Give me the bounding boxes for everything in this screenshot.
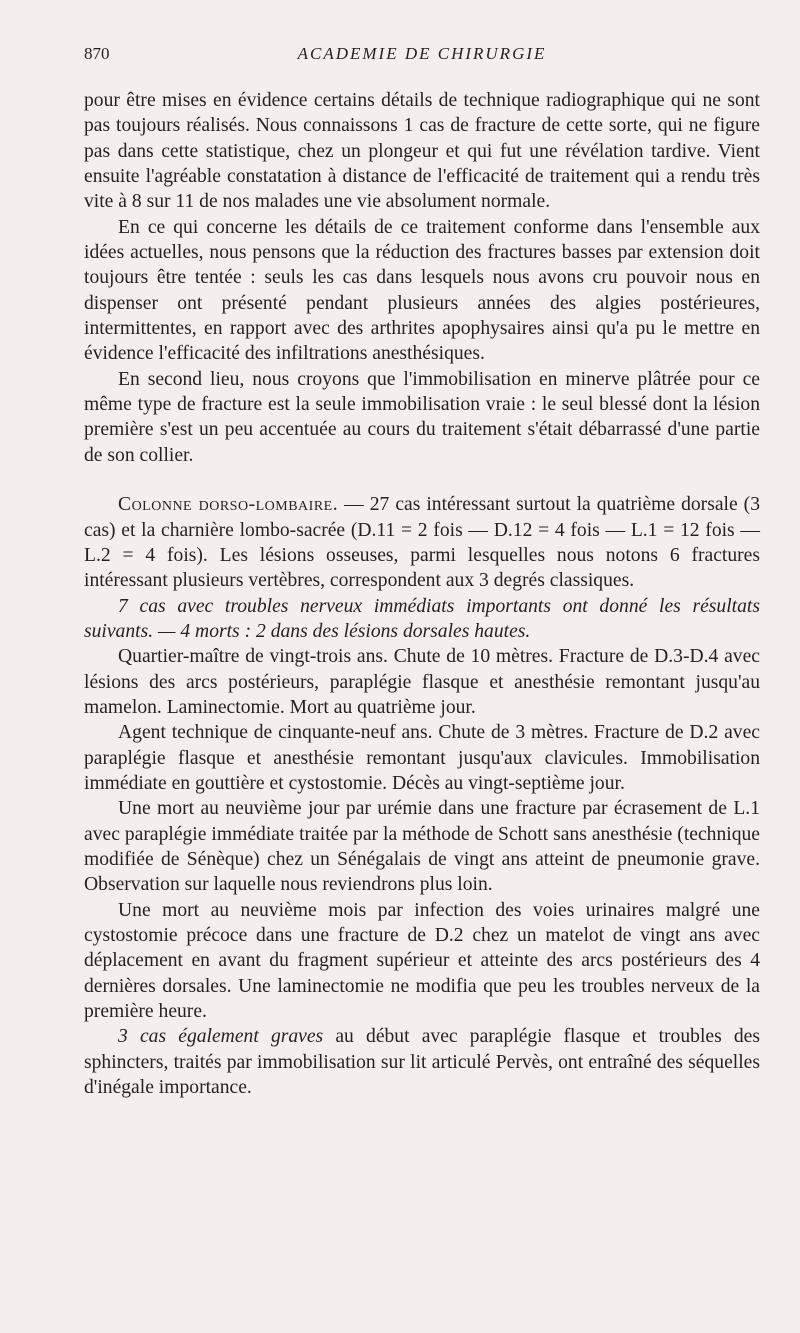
paragraph: [84, 1024, 760, 1100]
paragraph-text: au début avec paraplégie flasque et troubles des sphincters, traités par immobilisation sur lit articulé Pervès, ont entraîné des séquelles d'inégale importance.: [84, 1026, 760, 1099]
body-text: [84, 88, 760, 1100]
italic-phrase: 3 cas également graves: [118, 1026, 324, 1048]
section-heading: Colonne dorso-lombaire.: [118, 494, 339, 516]
paragraph: Une mort au neuvième mois par infection des voies urinaires malgré une cystostomie précoce dans une fracture de D.2 chez un matelot de vingt ans avec déplacement en avant du fragment supérieur et atteinte des arcs postérieurs des 4 dernières dorsales. Une laminectomie ne modifia que peu les troubles nerveux de la première heure.: [84, 899, 760, 1023]
paragraph: En ce qui concerne les détails de ce traitement conforme dans l'ensemble aux idées actuelles, nous pensons que la réduction des fractures basses par extension doit toujours être tentée : seuls les cas dans lesquels nous avons cru pouvoir nous en dispenser ont présenté pendant plusieurs années des algies postérieures, intermittentes, en rapport avec des arthrites apophysaires ainsi qu'a pu le mettre en évidence l'efficacité des infiltrations anesthésiques.: [84, 216, 760, 365]
paragraph: Quartier-maître de vingt-trois ans. Chute de 10 mètres. Fracture de D.3-D.4 avec lésions des arcs postérieurs, paraplégie flasque et anesthésie remontant jusqu'au mamelon. Laminectomie. Mort au quatrième jour.: [84, 646, 760, 718]
paragraph: Agent technique de cinquante-neuf ans. Chute de 3 mètres. Fracture de D.2 avec paraplégie flasque et anesthésie remontant jusqu'aux clavicules. Immobilisation immédiate en gouttière et cystostomie. Décès au vingt-septième jour.: [84, 722, 760, 794]
section-text: — 27 cas intéressant surtout la quatrième dorsale (3 cas) et la charnière lombo-sacrée (D.11 = 2 fois — D.12 = 4 fois — L.1 = 12 fois — L.2 = 4 fois). Les lésions osseuses, parmi lesquelles nous notons 6 fractures intéressant plusieurs vertèbres, correspondent aux 3 degrés classiques.: [84, 494, 760, 592]
section-paragraph: [84, 492, 760, 593]
running-title: ACADEMIE DE CHIRURGIE: [297, 44, 547, 63]
paragraph: Une mort au neuvième jour par urémie dans une fracture par écrasement de L.1 avec paraplégie immédiate traitée par la méthode de Schott sans anesthésie (technique modifiée de Sénèque) chez un Sénégalais de vingt ans atteint de pneumonie grave. Observation sur laquelle nous reviendrons plus loin.: [84, 798, 760, 896]
page-header: [84, 44, 760, 72]
paragraph: En second lieu, nous croyons que l'immobilisation en minerve plâtrée pour ce même type de fracture est la seule immobilisation vraie : le seul blessé dont la lésion première s'est un peu accentuée au cours du traitement s'était débarrassé d'une partie de son collier.: [84, 368, 760, 466]
paragraph: pour être mises en évidence certains détails de technique radiographique qui ne sont pas toujours réalisés. Nous connaissons 1 cas de fracture de cette sorte, qui ne figure pas dans cette statistique, chez un plongeur et qui fut une révélation tardive. Vient ensuite l'agréable constatation à distance de l'efficacité de traitement qui a rendu très vite à 8 sur 11 de nos malades une vie absolument normale.: [84, 90, 760, 213]
paragraph: [84, 594, 760, 645]
italic-summary: 7 cas avec troubles nerveux immédiats importants ont donné les résultats suivants. — 4 morts : 2 dans des lésions dorsales hautes.: [84, 595, 760, 642]
page-number: 870: [84, 44, 110, 63]
